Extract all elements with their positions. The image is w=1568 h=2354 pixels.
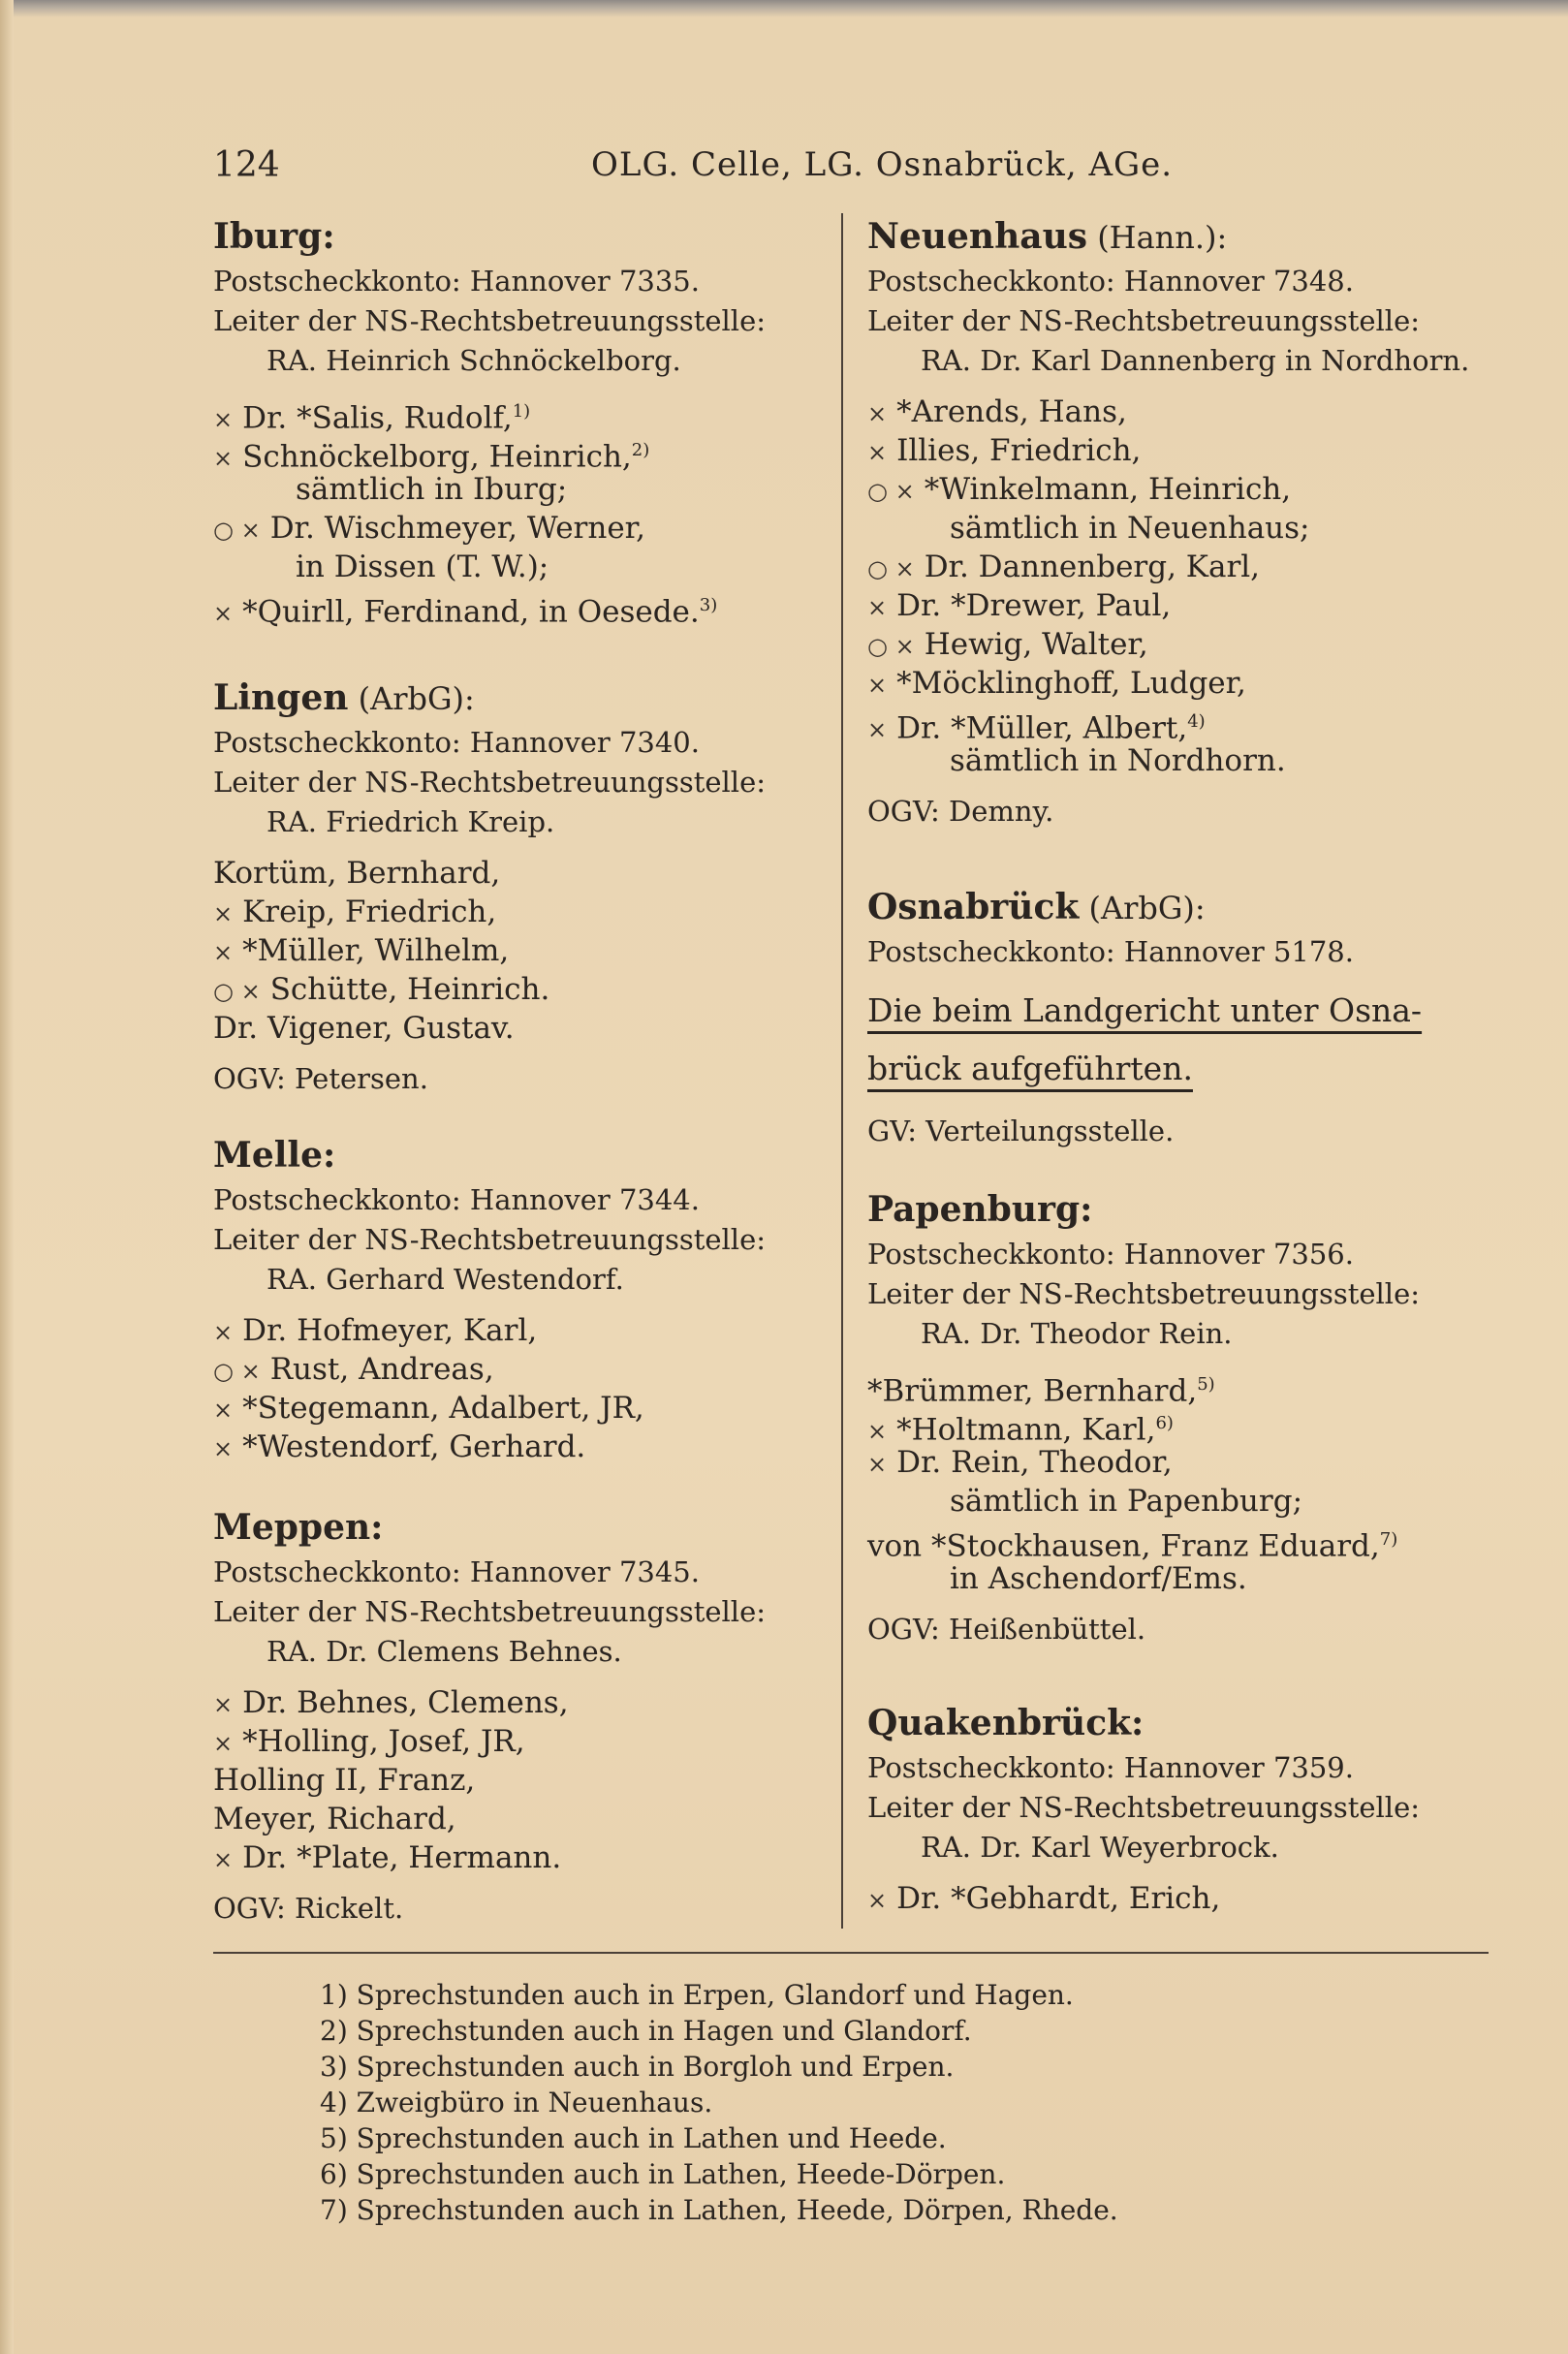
lawyer-entry xyxy=(213,1428,833,1466)
leiter-label: Leiter der NS-Rechtsbetreuungsstelle: xyxy=(213,1223,767,1256)
lawyer-name: *Müller, Wilhelm, xyxy=(242,933,510,968)
lawyer-name: Kreip, Friedrich, xyxy=(242,895,497,929)
lawyer-name: *Holling, Josef, JR, xyxy=(242,1724,525,1759)
entry-marks: ○ × xyxy=(867,633,915,660)
postscheck-account: Postscheckkonto: Hannover 5178. xyxy=(867,935,1354,968)
place-suffix: (ArbG): xyxy=(1079,890,1206,926)
lawyer-entry xyxy=(867,586,1488,625)
entry-marks: × xyxy=(867,439,888,466)
entry-marks: × xyxy=(213,445,234,473)
leiter-label: Leiter der NS-Rechtsbetreuungsstelle: xyxy=(867,1277,1421,1310)
page-number: 124 xyxy=(213,145,280,185)
lawyer-name: Meyer, Richard, xyxy=(213,1802,456,1836)
entry-marks: ○ × xyxy=(867,555,915,582)
lawyer-entry xyxy=(213,1350,833,1389)
lawyer-entry xyxy=(867,1559,1488,1598)
section-heading xyxy=(867,211,1488,262)
lawyer-name: Dr. Vigener, Gustav. xyxy=(213,1011,515,1046)
lawyer-name: Schütte, Heinrich. xyxy=(269,972,550,1007)
lawyer-entry xyxy=(867,664,1488,703)
lawyer-entry xyxy=(213,586,833,630)
footnote-ref: 5) xyxy=(1197,1374,1215,1395)
footnote-ref: 6) xyxy=(1155,1413,1174,1433)
entry-marks: × xyxy=(867,1887,888,1914)
lawyer-entry xyxy=(867,509,1488,548)
place-name: Papenburg: xyxy=(867,1189,1093,1230)
lawyer-name: Dr. *Plate, Hermann. xyxy=(242,1840,562,1875)
place-suffix: (ArbG): xyxy=(348,680,475,717)
footnote: 5) Sprechstunden auch in Lathen und Heede. xyxy=(320,2122,947,2154)
entry-marks: × xyxy=(213,900,234,927)
lawyer-entry xyxy=(213,431,833,475)
entry-marks: × xyxy=(213,406,234,434)
section-heading xyxy=(867,1698,1488,1748)
leiter-label: Leiter der NS-Rechtsbetreuungsstelle: xyxy=(867,1791,1421,1824)
lawyer-name: Dr. *Gebhardt, Erich, xyxy=(896,1881,1221,1916)
section-heading xyxy=(867,1184,1488,1235)
leiter-name: RA. Dr. Karl Dannenberg in Nordhorn. xyxy=(921,344,1470,377)
footnote: 4) Zweigbüro in Neuenhaus. xyxy=(320,2087,713,2119)
leiter-name: RA. Gerhard Westendorf. xyxy=(267,1263,624,1296)
lawyer-entry xyxy=(213,1761,833,1800)
ogv-line: OGV: Rickelt. xyxy=(213,1892,404,1925)
leiter-label: Leiter der NS-Rechtsbetreuungsstelle: xyxy=(213,1595,767,1628)
entry-marks: × xyxy=(867,400,888,427)
postscheck-account: Postscheckkonto: Hannover 7356. xyxy=(867,1238,1354,1271)
place-name: Osnabrück xyxy=(867,887,1080,927)
lawyer-entry xyxy=(213,509,833,548)
section-heading xyxy=(867,882,1488,932)
entry-marks: × xyxy=(213,1397,234,1424)
footnote: 3) Sprechstunden auch in Borgloh und Erpen. xyxy=(320,2051,955,2083)
entry-marks: × xyxy=(867,672,888,699)
place-name: Iburg: xyxy=(213,216,335,257)
lawyer-name: *Quirll, Ferdinand, in Oesede. xyxy=(242,594,700,630)
directory-section xyxy=(867,882,1488,1151)
lawyer-name: *Arends, Hans, xyxy=(896,394,1127,429)
lawyer-entry xyxy=(213,548,833,586)
lawyer-entry xyxy=(213,1311,833,1350)
lawyer-name: Dr. *Salis, Rudolf, xyxy=(242,400,513,436)
entry-marks: × xyxy=(867,594,888,621)
lawyer-entry xyxy=(867,741,1488,780)
lawyer-entry xyxy=(213,1389,833,1428)
note-line: brück aufgeführten. xyxy=(867,1050,1193,1087)
entry-marks: × xyxy=(867,1418,888,1446)
footnote: 7) Sprechstunden auch in Lathen, Heede, Dörpen, Rhede. xyxy=(320,2194,1118,2226)
lawyer-name: in Aschendorf/Ems. xyxy=(950,1561,1247,1596)
leiter-name: RA. Heinrich Schnöckelborg. xyxy=(267,344,681,377)
footnote: 6) Sprechstunden auch in Lathen, Heede-Dörpen. xyxy=(320,2158,1006,2190)
lawyer-entry xyxy=(867,1521,1488,1564)
column-divider xyxy=(841,213,843,1929)
directory-section xyxy=(213,673,833,1099)
lawyer-entry xyxy=(213,854,833,893)
section-heading xyxy=(213,211,833,262)
leiter-label: Leiter der NS-Rechtsbetreuungsstelle: xyxy=(213,304,767,337)
entry-marks: ○ × xyxy=(867,478,915,505)
footnote-ref: 2) xyxy=(631,440,650,460)
lawyer-name: *Brümmer, Bernhard, xyxy=(867,1373,1198,1409)
lawyer-name: Dr. *Drewer, Paul, xyxy=(896,588,1172,623)
lawyer-entry xyxy=(213,470,833,509)
directory-section xyxy=(213,1502,833,1929)
entry-marks: × xyxy=(213,600,234,628)
lawyer-entry xyxy=(867,625,1488,664)
entry-marks: × xyxy=(213,1319,234,1346)
leiter-name: RA. Dr. Clemens Behnes. xyxy=(267,1635,622,1668)
lawyer-name: in Dissen (T. W.); xyxy=(296,549,549,584)
lawyer-name: Dr. Rein, Theodor, xyxy=(896,1445,1173,1480)
lawyer-entry xyxy=(867,1482,1488,1521)
entry-marks: × xyxy=(213,1846,234,1873)
entry-marks: × xyxy=(213,1691,234,1718)
lawyer-entry xyxy=(867,1879,1488,1918)
entry-marks: ○ × xyxy=(213,978,261,1005)
postscheck-account: Postscheckkonto: Hannover 7345. xyxy=(213,1555,700,1588)
postscheck-account: Postscheckkonto: Hannover 7348. xyxy=(867,265,1354,298)
place-name: Melle: xyxy=(213,1135,336,1176)
leiter-name: RA. Dr. Karl Weyerbrock. xyxy=(921,1831,1279,1864)
postscheck-account: Postscheckkonto: Hannover 7344. xyxy=(213,1183,700,1216)
lawyer-entry xyxy=(867,1365,1488,1409)
directory-section xyxy=(213,1130,833,1466)
lawyer-entry xyxy=(867,548,1488,586)
section-heading xyxy=(213,1130,833,1180)
footnote-ref: 4) xyxy=(1187,711,1206,732)
lawyer-entry xyxy=(867,392,1488,431)
lawyer-entry xyxy=(867,703,1488,746)
directory-section xyxy=(213,211,833,630)
lawyer-name: Illies, Friedrich, xyxy=(896,433,1142,468)
footnote: 1) Sprechstunden auch in Erpen, Glandorf und Hagen. xyxy=(320,1979,1074,2011)
lawyer-entry xyxy=(213,1722,833,1761)
running-header: OLG. Celle, LG. Osnabrück, AGe. xyxy=(591,145,1174,184)
note-line: Die beim Landgericht unter Osna- xyxy=(867,991,1423,1029)
entry-marks: × xyxy=(213,1435,234,1462)
directory-section xyxy=(867,211,1488,832)
lawyer-entry xyxy=(213,893,833,931)
lawyer-name: Dr. Behnes, Clemens, xyxy=(242,1685,569,1720)
postscheck-account: Postscheckkonto: Hannover 7340. xyxy=(213,726,700,759)
place-name: Lingen xyxy=(213,677,349,718)
leiter-name: RA. Dr. Theodor Rein. xyxy=(921,1317,1233,1350)
footnote-ref: 7) xyxy=(1379,1529,1398,1550)
lawyer-entry xyxy=(213,1800,833,1838)
lawyer-entry xyxy=(867,1404,1488,1448)
place-name: Quakenbrück: xyxy=(867,1703,1145,1743)
place-name: Neuenhaus xyxy=(867,216,1088,257)
lawyer-entry xyxy=(213,931,833,970)
section-heading xyxy=(213,673,833,723)
lawyer-name: *Holtmann, Karl, xyxy=(896,1412,1156,1448)
lawyer-entry xyxy=(213,1009,833,1048)
lawyer-name: Holling II, Franz, xyxy=(213,1763,476,1798)
leiter-name: RA. Friedrich Kreip. xyxy=(267,805,555,838)
lawyer-name: Dr. Dannenberg, Karl, xyxy=(924,549,1261,584)
lawyer-name: *Winkelmann, Heinrich, xyxy=(924,472,1292,507)
lawyer-name: sämtlich in Papenburg; xyxy=(950,1484,1303,1519)
lawyer-name: Kortüm, Bernhard, xyxy=(213,856,501,891)
lawyer-name: Hewig, Walter, xyxy=(924,627,1148,662)
postscheck-account: Postscheckkonto: Hannover 7335. xyxy=(213,265,700,298)
lawyer-name: sämtlich in Neuenhaus; xyxy=(950,511,1310,546)
lawyer-name: sämtlich in Nordhorn. xyxy=(950,743,1286,778)
lawyer-name: Dr. Hofmeyer, Karl, xyxy=(242,1313,538,1348)
entry-marks: × xyxy=(867,1451,888,1478)
lawyer-entry xyxy=(213,1683,833,1722)
place-suffix: (Hann.): xyxy=(1087,219,1228,256)
directory-section xyxy=(867,1184,1488,1649)
leiter-label: Leiter der NS-Rechtsbetreuungsstelle: xyxy=(867,304,1421,337)
ogv-line: OGV: Petersen. xyxy=(213,1062,428,1095)
lawyer-name: sämtlich in Iburg; xyxy=(296,472,568,507)
lawyer-name: *Westendorf, Gerhard. xyxy=(242,1429,586,1464)
footnote-ref: 3) xyxy=(699,595,718,615)
lawyer-name: Schnöckelborg, Heinrich, xyxy=(242,439,632,475)
lawyer-name: Dr. *Müller, Albert, xyxy=(896,710,1188,746)
lawyer-name: *Möcklinghoff, Ludger, xyxy=(896,666,1246,701)
footnote-divider xyxy=(213,1952,1489,1954)
lawyer-entry xyxy=(213,392,833,436)
ogv-line: GV: Verteilungsstelle. xyxy=(867,1114,1175,1147)
page-edge xyxy=(0,0,14,2354)
entry-marks: ○ × xyxy=(213,1358,261,1385)
footnote-ref: 1) xyxy=(512,401,531,422)
ogv-line: OGV: Heißenbüttel. xyxy=(867,1613,1146,1646)
postscheck-account: Postscheckkonto: Hannover 7359. xyxy=(867,1751,1354,1784)
lawyer-entry xyxy=(867,470,1488,509)
lawyer-name: von *Stockhausen, Franz Eduard, xyxy=(867,1528,1380,1564)
lawyer-name: *Stegemann, Adalbert, JR, xyxy=(242,1391,644,1426)
lawyer-entry xyxy=(867,431,1488,470)
lawyer-entry xyxy=(213,970,833,1009)
section-heading xyxy=(213,1502,833,1553)
entry-marks: × xyxy=(867,716,888,744)
ogv-line: OGV: Demny. xyxy=(867,795,1054,828)
entry-marks: × xyxy=(213,1730,234,1757)
place-name: Meppen: xyxy=(213,1507,384,1548)
directory-section xyxy=(867,1698,1488,1918)
lawyer-name: Rust, Andreas, xyxy=(269,1352,494,1387)
lawyer-entry xyxy=(213,1838,833,1877)
lawyer-name: Dr. Wischmeyer, Werner, xyxy=(269,511,645,546)
footnotes xyxy=(320,1977,1118,2228)
entry-marks: ○ × xyxy=(213,517,261,544)
lawyer-entry xyxy=(867,1443,1488,1482)
footnote: 2) Sprechstunden auch in Hagen und Glandorf. xyxy=(320,2015,972,2047)
leiter-label: Leiter der NS-Rechtsbetreuungsstelle: xyxy=(213,766,767,799)
entry-marks: × xyxy=(213,939,234,966)
